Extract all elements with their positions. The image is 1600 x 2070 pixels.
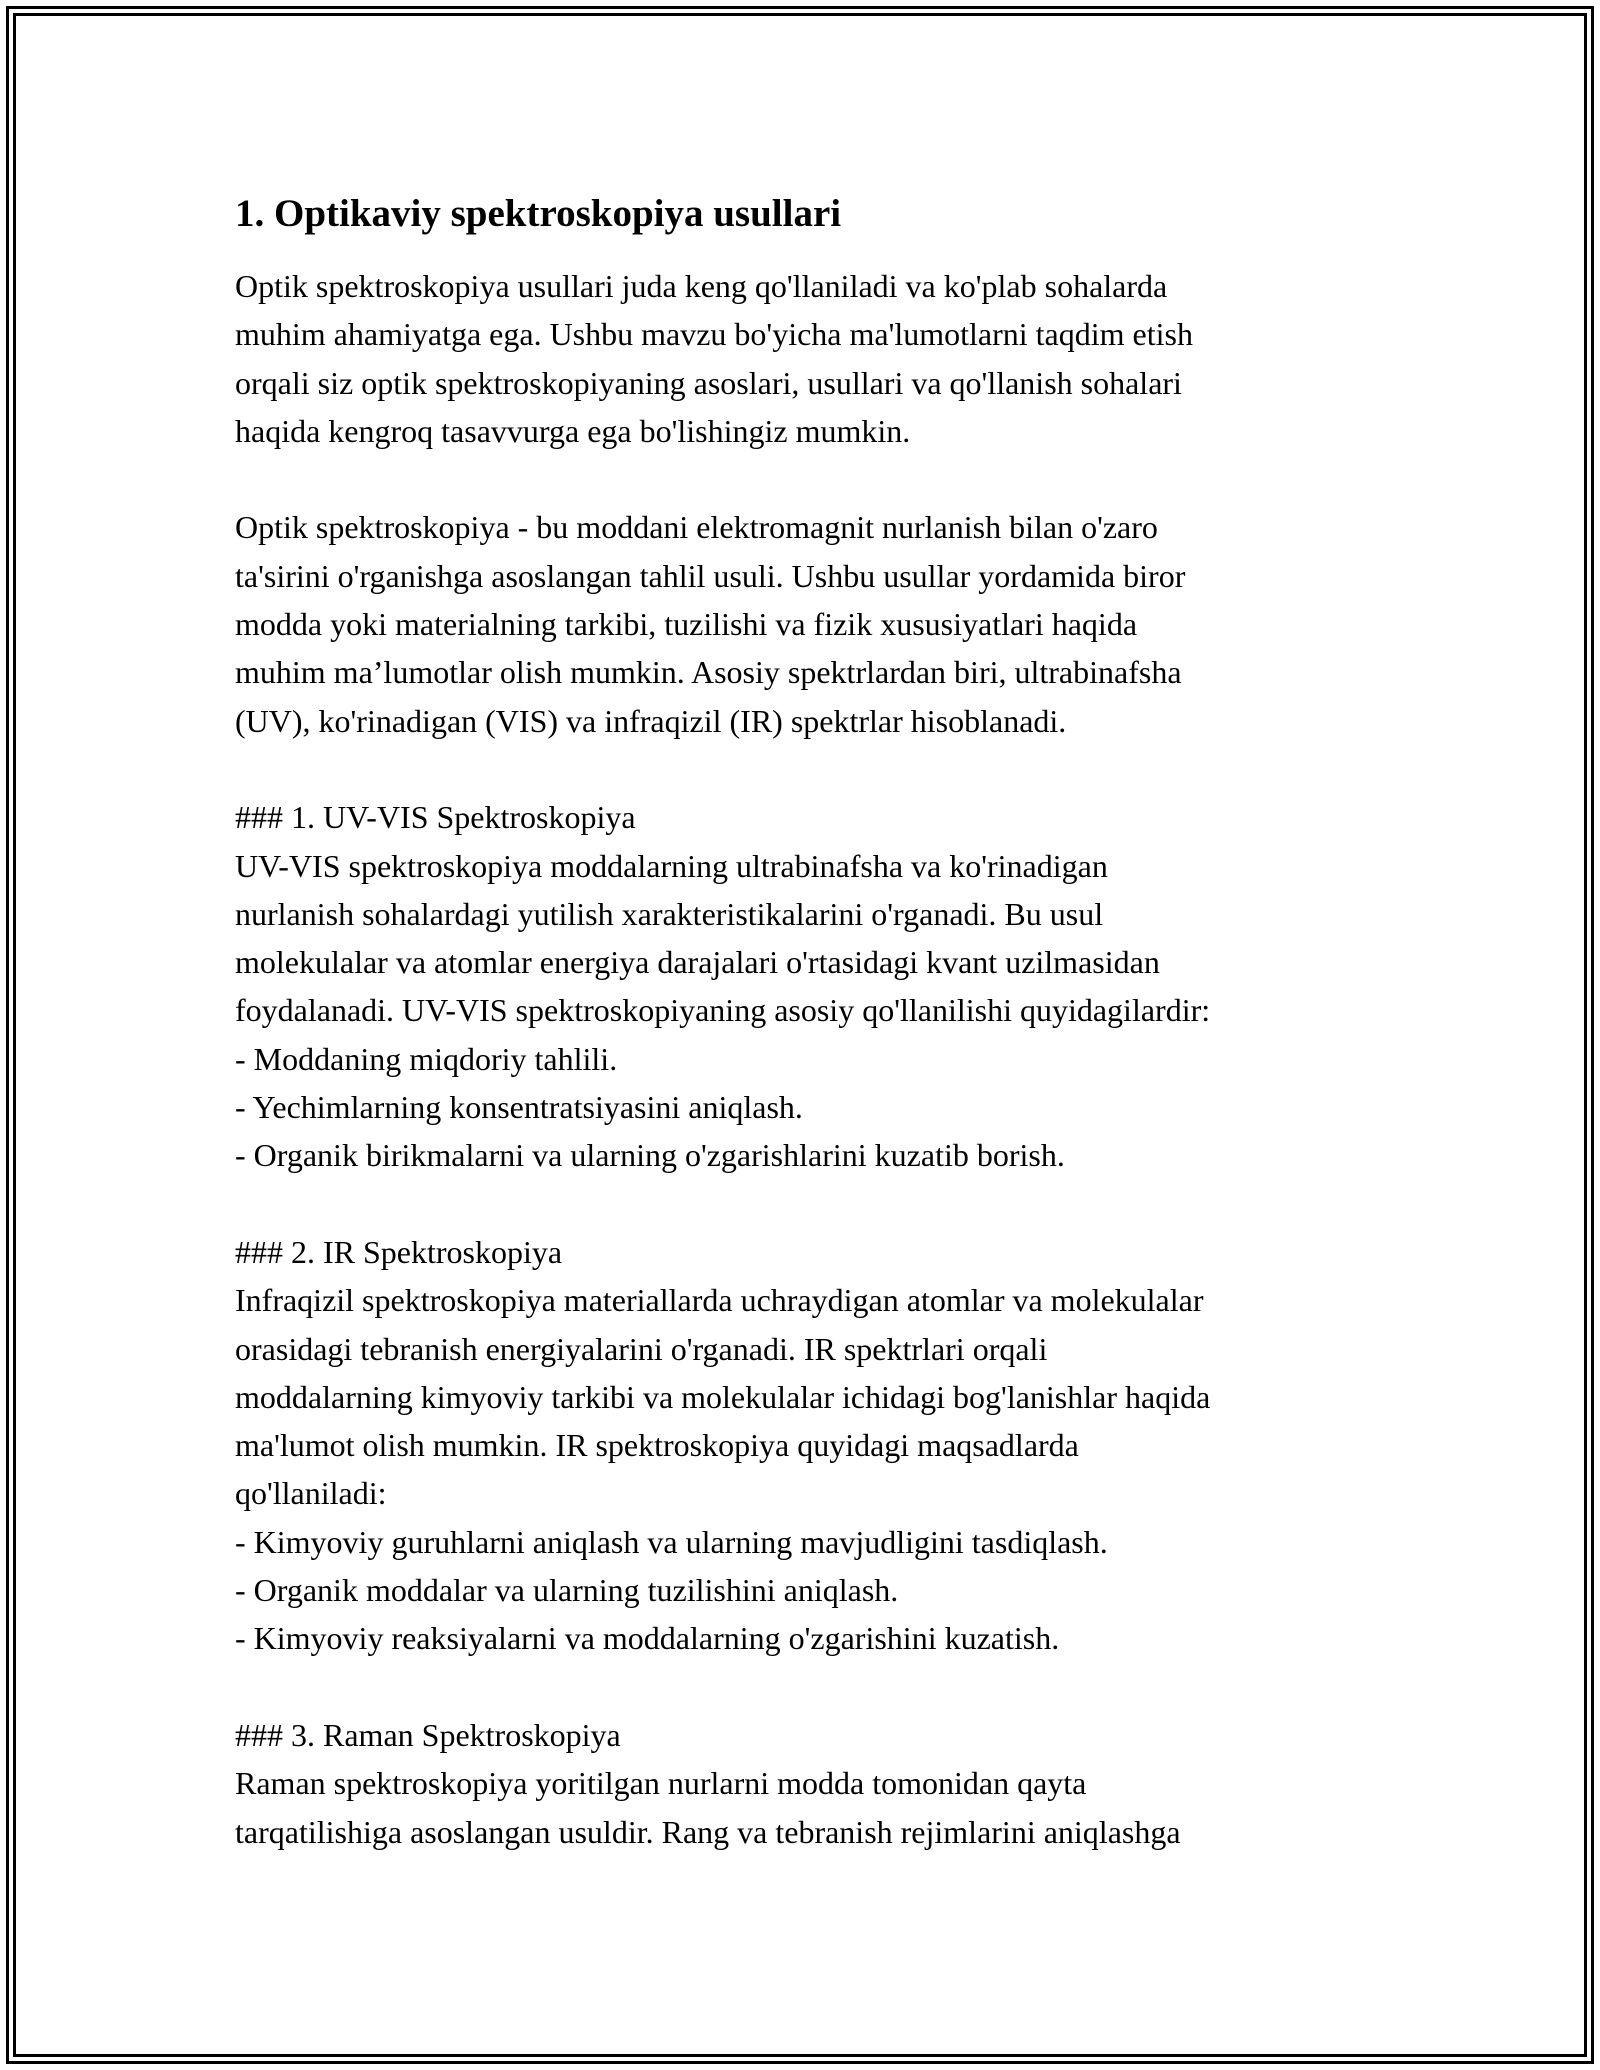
list-item: - Moddaning miqdoriy tahlili. bbox=[235, 1040, 618, 1077]
blank-line bbox=[235, 1180, 1375, 1228]
text-line: qo'llaniladi: bbox=[235, 1475, 387, 1512]
text-line: UV-VIS spektroskopiya moddalarning ultrabinafsha va ko'rinadigan bbox=[235, 847, 1108, 884]
text-line: tarqatilishiga asoslangan usuldir. Rang va tebranish rejimlarini aniqlashga bbox=[235, 1813, 1181, 1850]
document-body bbox=[235, 188, 1375, 1856]
page-title: 1. Optikaviy spektroskopiya usullari bbox=[235, 192, 842, 235]
text-line: Infraqizil spektroskopiya materiallarda uchraydigan atomlar va molekulalar bbox=[235, 1282, 1204, 1319]
section-heading: ### 2. IR Spektroskopiya bbox=[235, 1233, 563, 1270]
list-item: - Organik birikmalarni va ularning o'zgarishlarini kuzatib borish. bbox=[235, 1137, 1065, 1174]
text-line: muhim ahamiyatga ega. Ushbu mavzu bo'yicha ma'lumotlarni taqdim etish bbox=[235, 316, 1193, 353]
text-line: molekulalar va atomlar energiya darajalari o'rtasidagi kvant uzilmasidan bbox=[235, 944, 1160, 981]
list-item: - Yechimlarning konsentratsiyasini aniqlash. bbox=[235, 1089, 803, 1126]
list-item: - Organik moddalar va ularning tuzilishini aniqlash. bbox=[235, 1572, 899, 1609]
text-line: orqali siz optik spektroskopiyaning asoslari, usullari va qo'llanish sohalari bbox=[235, 364, 1182, 401]
text-line: nurlanish sohalardagi yutilish xarakteristikalarini o'rganadi. Bu usul bbox=[235, 895, 1104, 932]
blank-line bbox=[235, 1663, 1375, 1711]
blank-line bbox=[235, 455, 1375, 503]
list-item: - Kimyoviy guruhlarni aniqlash va ularning mavjudligini tasdiqlash. bbox=[235, 1523, 1108, 1560]
text-line: ta'sirini o'rganishga asoslangan tahlil usuli. Ushbu usullar yordamida biror bbox=[235, 557, 1186, 594]
section-heading: ### 3. Raman Spektroskopiya bbox=[235, 1716, 621, 1753]
text-line: muhim ma’lumotlar olish mumkin. Asosiy spektrlardan biri, ultrabinafsha bbox=[235, 654, 1182, 691]
text-line: moddalarning kimyoviy tarkibi va molekulalar ichidagi bog'lanishlar haqida bbox=[235, 1378, 1211, 1415]
text-line: Raman spektroskopiya yoritilgan nurlarni modda tomonidan qayta bbox=[235, 1765, 1087, 1802]
text-line: Optik spektroskopiya usullari juda keng qo'llaniladi va ko'plab sohalarda bbox=[235, 268, 1168, 304]
text-line: orasidagi tebranish energiyalarini o'rganadi. IR spektrlari orqali bbox=[235, 1330, 1048, 1367]
blank-line bbox=[235, 745, 1375, 793]
section-heading: ### 1. UV-VIS Spektroskopiya bbox=[235, 799, 636, 836]
list-item: - Kimyoviy reaksiyalarni va moddalarning o'zgarishini kuzatish. bbox=[235, 1620, 1060, 1657]
text-line: Optik spektroskopiya - bu moddani elektromagnit nurlanish bilan o'zaro bbox=[235, 509, 1158, 546]
text-line: haqida kengroq tasavvurga ega bo'lishingiz mumkin. bbox=[235, 412, 911, 449]
text-line: ma'lumot olish mumkin. IR spektroskopiya quyidagi maqsadlarda bbox=[235, 1427, 1079, 1464]
text-line: (UV), ko'rinadigan (VIS) va infraqizil (IR) spektrlar hisoblanadi. bbox=[235, 702, 1067, 739]
document-text bbox=[235, 262, 1375, 1856]
text-line: modda yoki materialning tarkibi, tuzilishi va fizik xususiyatlari haqida bbox=[235, 606, 1138, 643]
text-line: foydalanadi. UV-VIS spektroskopiyaning asosiy qo'llanilishi quyidagilardir: bbox=[235, 992, 1211, 1029]
